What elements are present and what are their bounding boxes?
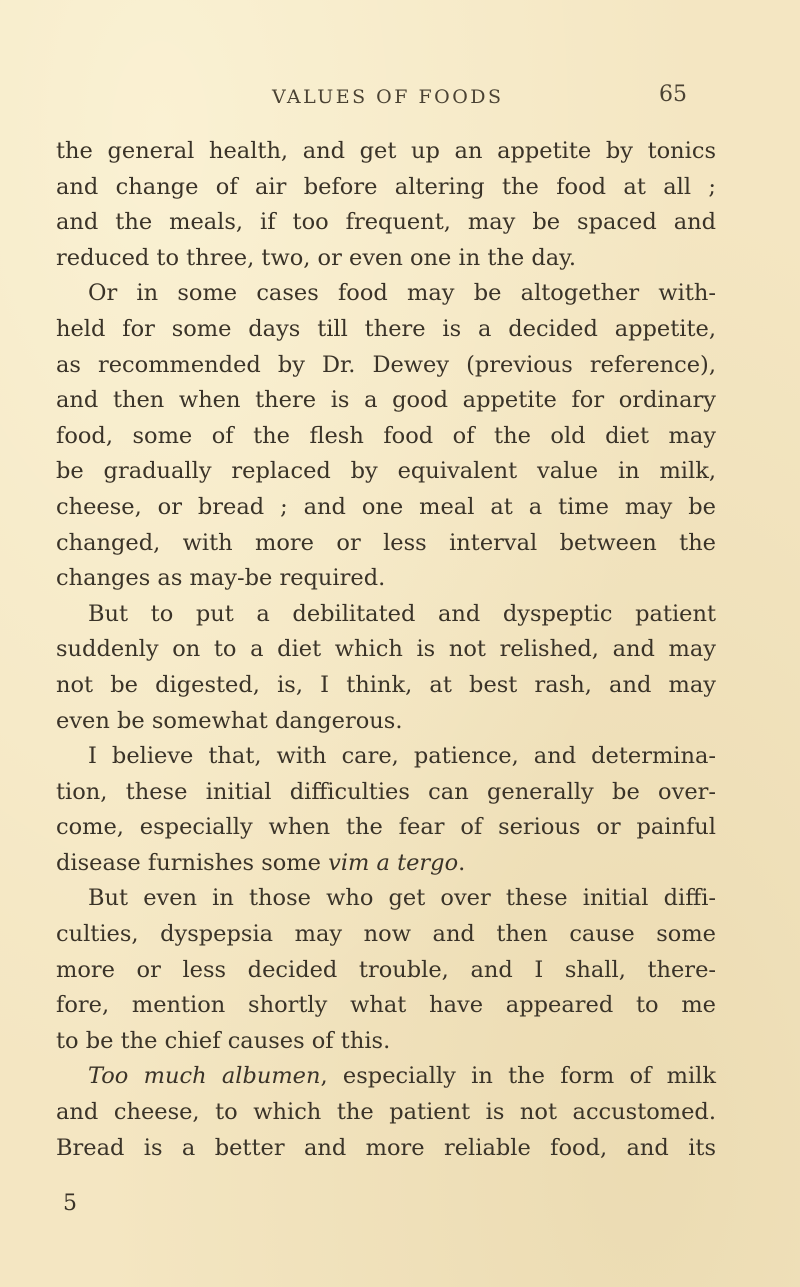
text-line bbox=[56, 561, 716, 597]
text-line bbox=[56, 775, 716, 811]
text-run: , especially in the form of milk bbox=[320, 1063, 716, 1090]
signature-mark: 5 bbox=[63, 1191, 77, 1216]
text-run: changes as may-be required. bbox=[56, 565, 386, 592]
text-run: changed, with more or less interval between the bbox=[56, 529, 716, 556]
text-run: and the meals, if too frequent, may be spaced and bbox=[56, 209, 716, 236]
text-run: and then when there is a good appetite for ordinary bbox=[56, 387, 716, 414]
text-line bbox=[56, 988, 716, 1024]
text-run: tion, these initial difficulties can generally be over- bbox=[56, 778, 716, 805]
text-line bbox=[56, 490, 716, 526]
text-line bbox=[56, 739, 716, 775]
text-run: I believe that, with care, patience, and determina- bbox=[88, 743, 716, 770]
text-line bbox=[56, 134, 716, 170]
page-number: 65 bbox=[659, 82, 687, 107]
text-line bbox=[56, 454, 716, 490]
text-run: fore, mention shortly what have appeared to me bbox=[56, 992, 716, 1019]
text-run: come, especially when the fear of serious or painful bbox=[56, 814, 716, 841]
text-run: culties, dyspepsia may now and then cause some bbox=[56, 921, 716, 948]
text-line bbox=[56, 1059, 716, 1095]
text-run: and cheese, to which the patient is not accustomed. bbox=[56, 1099, 716, 1126]
text-run: as recommended by Dr. Dewey (previous reference), bbox=[56, 351, 716, 378]
text-run: suddenly on to a diet which is not relished, and may bbox=[56, 636, 716, 663]
text-line bbox=[56, 170, 716, 206]
text-line bbox=[56, 810, 716, 846]
text-line bbox=[56, 276, 716, 312]
text-line bbox=[56, 348, 716, 384]
text-line bbox=[56, 668, 716, 704]
text-run: the general health, and get up an appetite by tonics bbox=[56, 138, 716, 164]
text-run: held for some days till there is a decided appetite, bbox=[56, 315, 716, 342]
text-run: . bbox=[458, 849, 466, 876]
text-run: even be somewhat dangerous. bbox=[56, 707, 403, 734]
text-run: be gradually replaced by equivalent value in milk, bbox=[56, 458, 716, 485]
italic-run: vim a tergo bbox=[328, 849, 459, 876]
text-line bbox=[56, 526, 716, 562]
text-line bbox=[56, 1131, 716, 1167]
text-line bbox=[56, 597, 716, 633]
text-line bbox=[56, 917, 716, 953]
text-run: not be digested, is, I think, at best rash, and may bbox=[56, 671, 716, 698]
text-line bbox=[56, 205, 716, 241]
text-run: cheese, or bread ; and one meal at a time may be bbox=[56, 493, 716, 520]
text-line bbox=[56, 241, 716, 277]
text-line bbox=[56, 846, 716, 882]
text-line bbox=[56, 632, 716, 668]
text-line bbox=[56, 881, 716, 917]
text-line bbox=[56, 312, 716, 348]
text-line bbox=[56, 383, 716, 419]
running-head bbox=[0, 80, 800, 120]
text-run: But to put a debilitated and dyspeptic patient bbox=[88, 600, 716, 627]
text-line bbox=[56, 1024, 716, 1060]
text-run: food, some of the flesh food of the old diet may bbox=[56, 422, 716, 449]
text-line bbox=[56, 704, 716, 740]
text-run: Or in some cases food may be altogether with- bbox=[88, 280, 716, 307]
text-run: more or less decided trouble, and I shall, there- bbox=[56, 956, 716, 983]
text-line bbox=[56, 419, 716, 455]
text-line bbox=[56, 1095, 716, 1131]
text-run: reduced to three, two, or even one in the day. bbox=[56, 244, 577, 271]
text-line bbox=[56, 953, 716, 989]
text-run: But even in those who get over these initial diffi- bbox=[88, 885, 716, 912]
italic-run: Too much albumen bbox=[88, 1063, 321, 1090]
text-run: to be the chief causes of this. bbox=[56, 1027, 391, 1054]
text-run: disease furnishes some bbox=[56, 849, 329, 876]
body-text bbox=[56, 134, 716, 1166]
text-run: and change of air before altering the food at all ; bbox=[56, 173, 716, 200]
running-title: VALUES OF FOODS bbox=[272, 86, 504, 108]
text-run: Bread is a better and more reliable food, and its bbox=[56, 1134, 716, 1161]
